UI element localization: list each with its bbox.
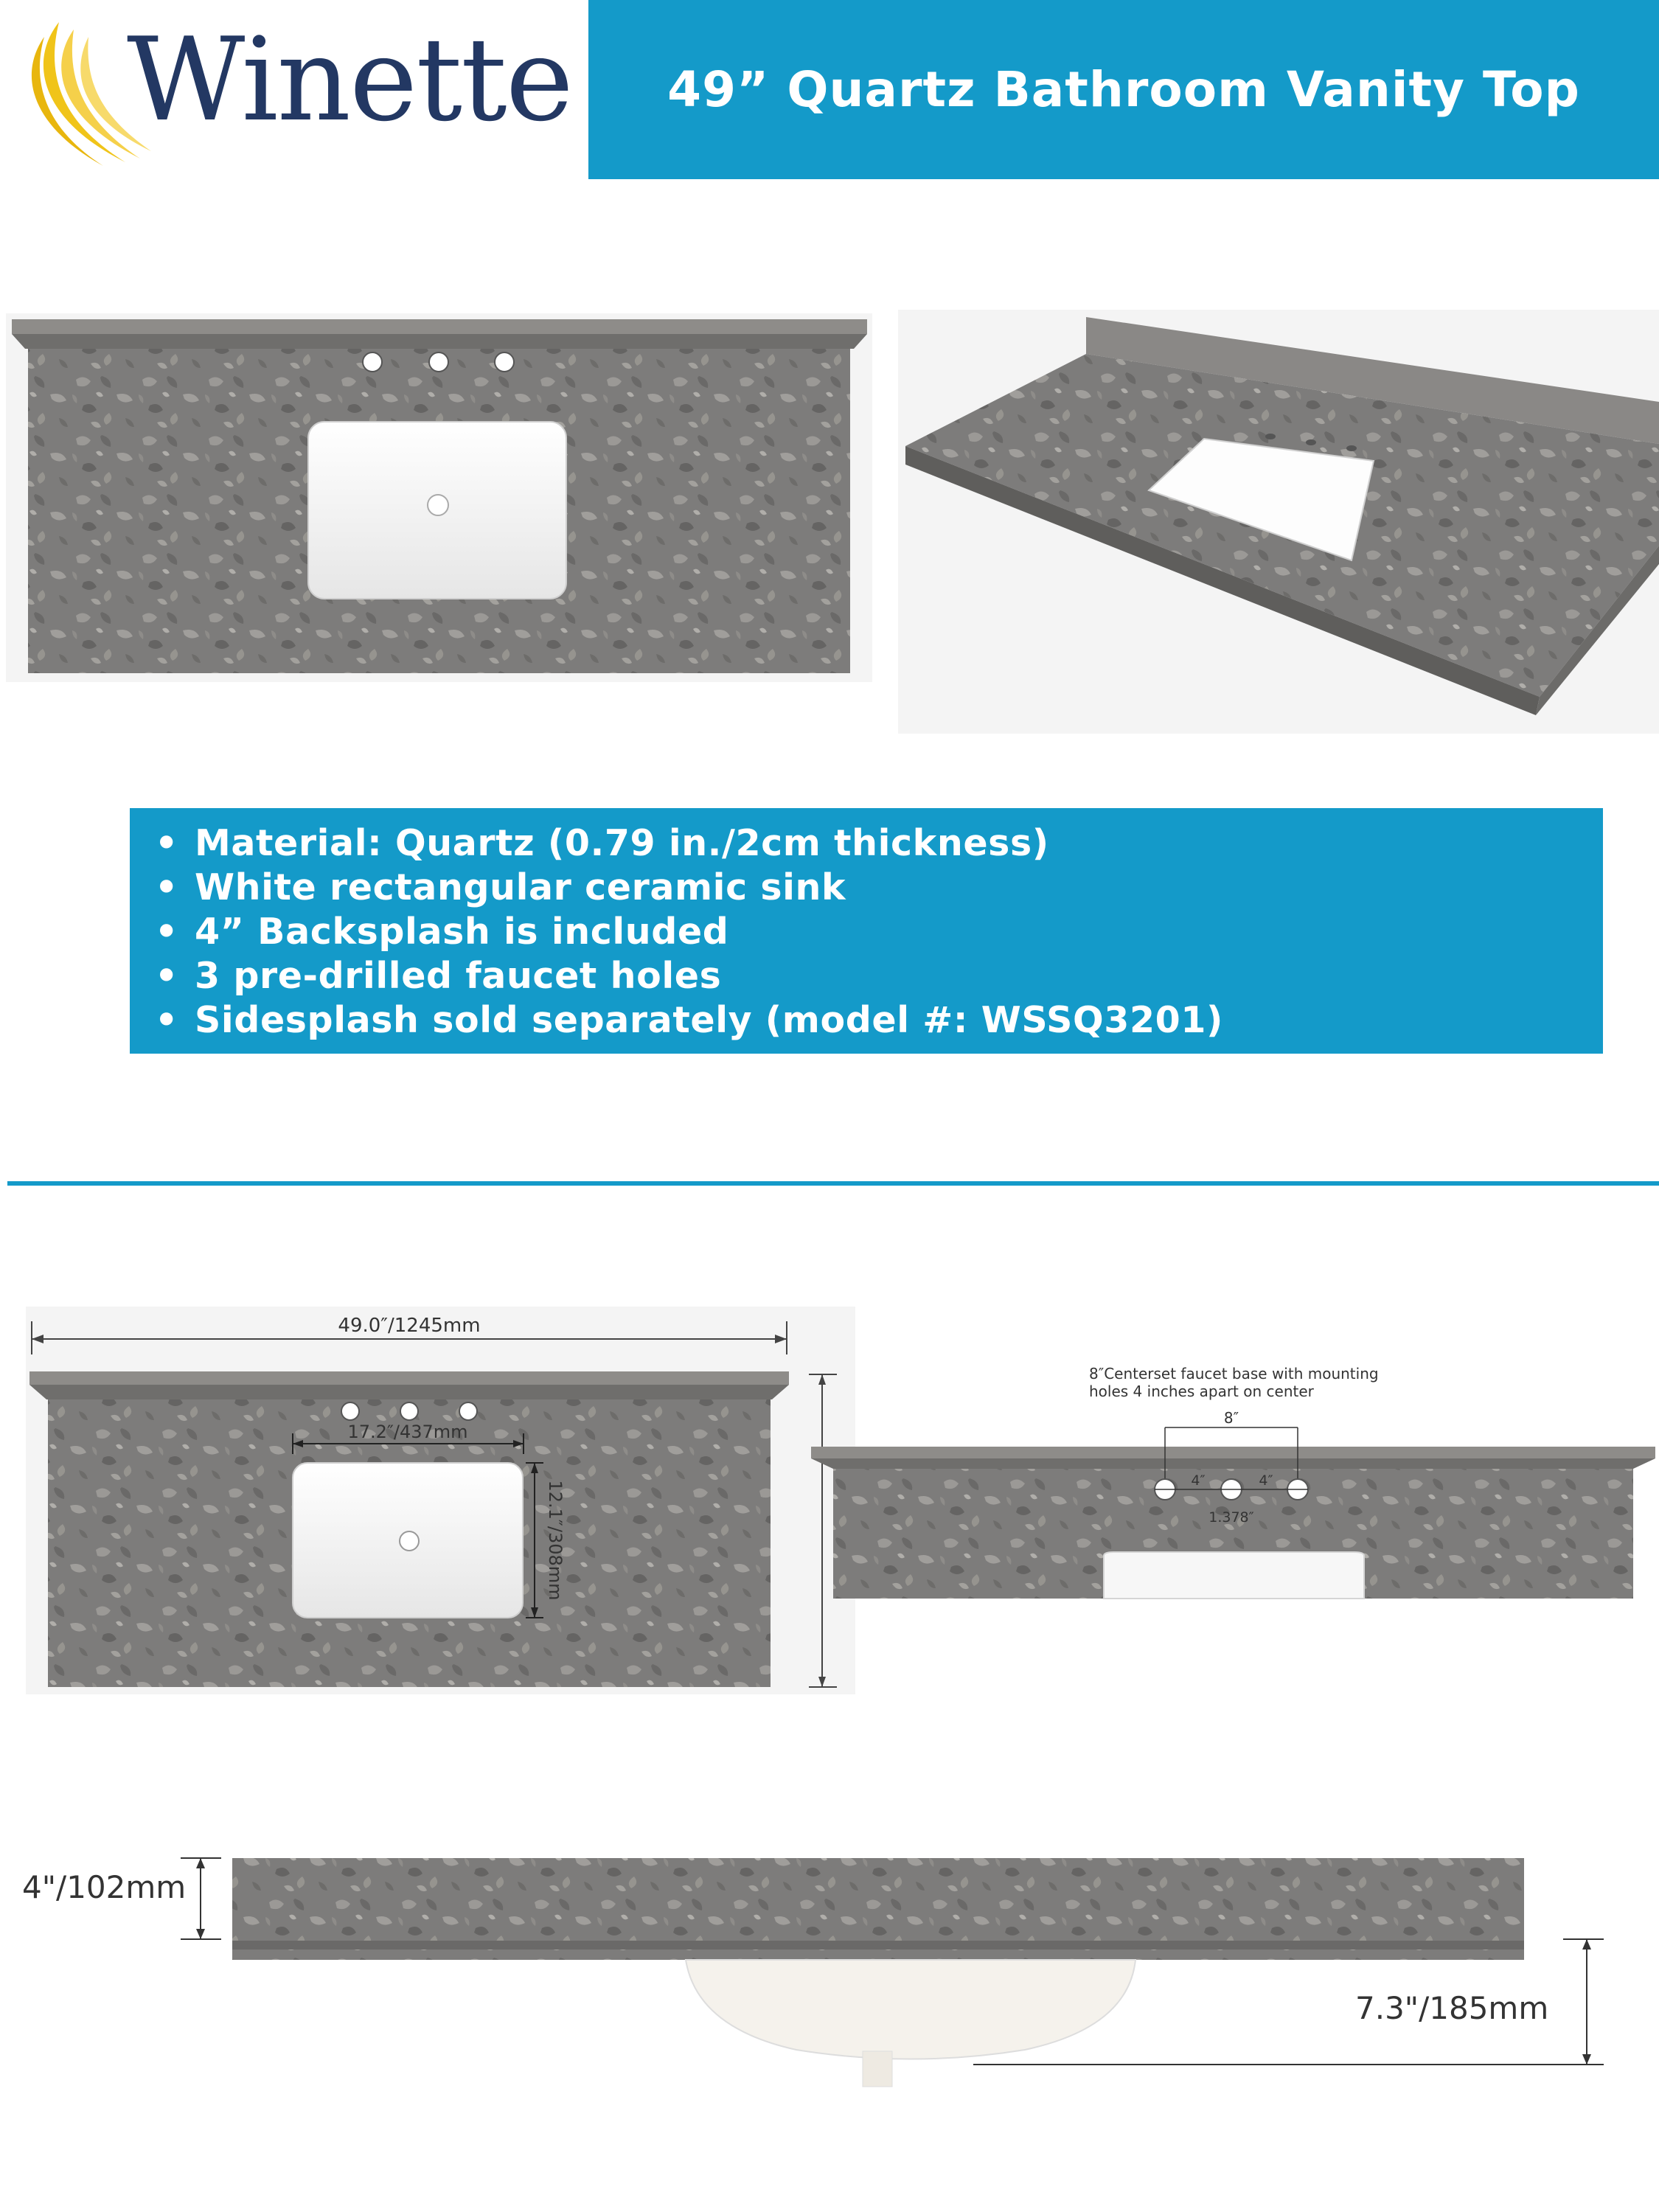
brand-logo [0, 0, 588, 179]
faucet-note-line1: 8″Centerset faucet base with mounting [1089, 1365, 1379, 1382]
dimension-top-view [26, 1307, 855, 1694]
side-elevation-view [0, 1836, 1659, 2094]
sink-width-label: 17.2″/437mm [347, 1422, 468, 1442]
faucet-detail-view [807, 1357, 1659, 1622]
sink-depth-label: 12.1″/308mm [545, 1480, 566, 1601]
title-bar [588, 0, 1659, 179]
feature-item: • Material: Quartz (0.79 in./2cm thickness) [155, 822, 1049, 864]
top-view-render [6, 313, 872, 682]
section-divider [7, 1181, 1659, 1186]
page-title: 49” Quartz Bathroom Vanity Top [667, 61, 1580, 118]
top-view-photo [6, 313, 872, 682]
sink-height-label: 7.3"/185mm [1355, 1990, 1549, 2026]
faucet-note-line2: holes 4 inches apart on center [1089, 1382, 1314, 1400]
feature-item: • 3 pre-drilled faucet holes [155, 955, 722, 997]
hole-spacing-left: 4″ [1191, 1472, 1206, 1489]
perspective-view-render [898, 310, 1659, 734]
feature-item: • Sidesplash sold separately (model #: WSSQ3201) [155, 999, 1224, 1041]
backsplash-height-label: 4"/102mm [22, 1869, 187, 1905]
hole-diameter-label: 1.378″ [1208, 1509, 1254, 1526]
brand-name: Winette [127, 13, 572, 147]
feature-item: • White rectangular ceramic sink [155, 866, 846, 908]
feature-item: • 4” Backsplash is included [155, 911, 729, 953]
perspective-view-photo [898, 310, 1659, 734]
overall-width-label: 49.0″/1245mm [338, 1315, 481, 1337]
hole-spacing-right: 4″ [1259, 1472, 1273, 1489]
features-panel [130, 808, 1603, 1054]
faucet-span-label: 8″ [1223, 1409, 1239, 1427]
feature-list [130, 808, 1603, 1043]
